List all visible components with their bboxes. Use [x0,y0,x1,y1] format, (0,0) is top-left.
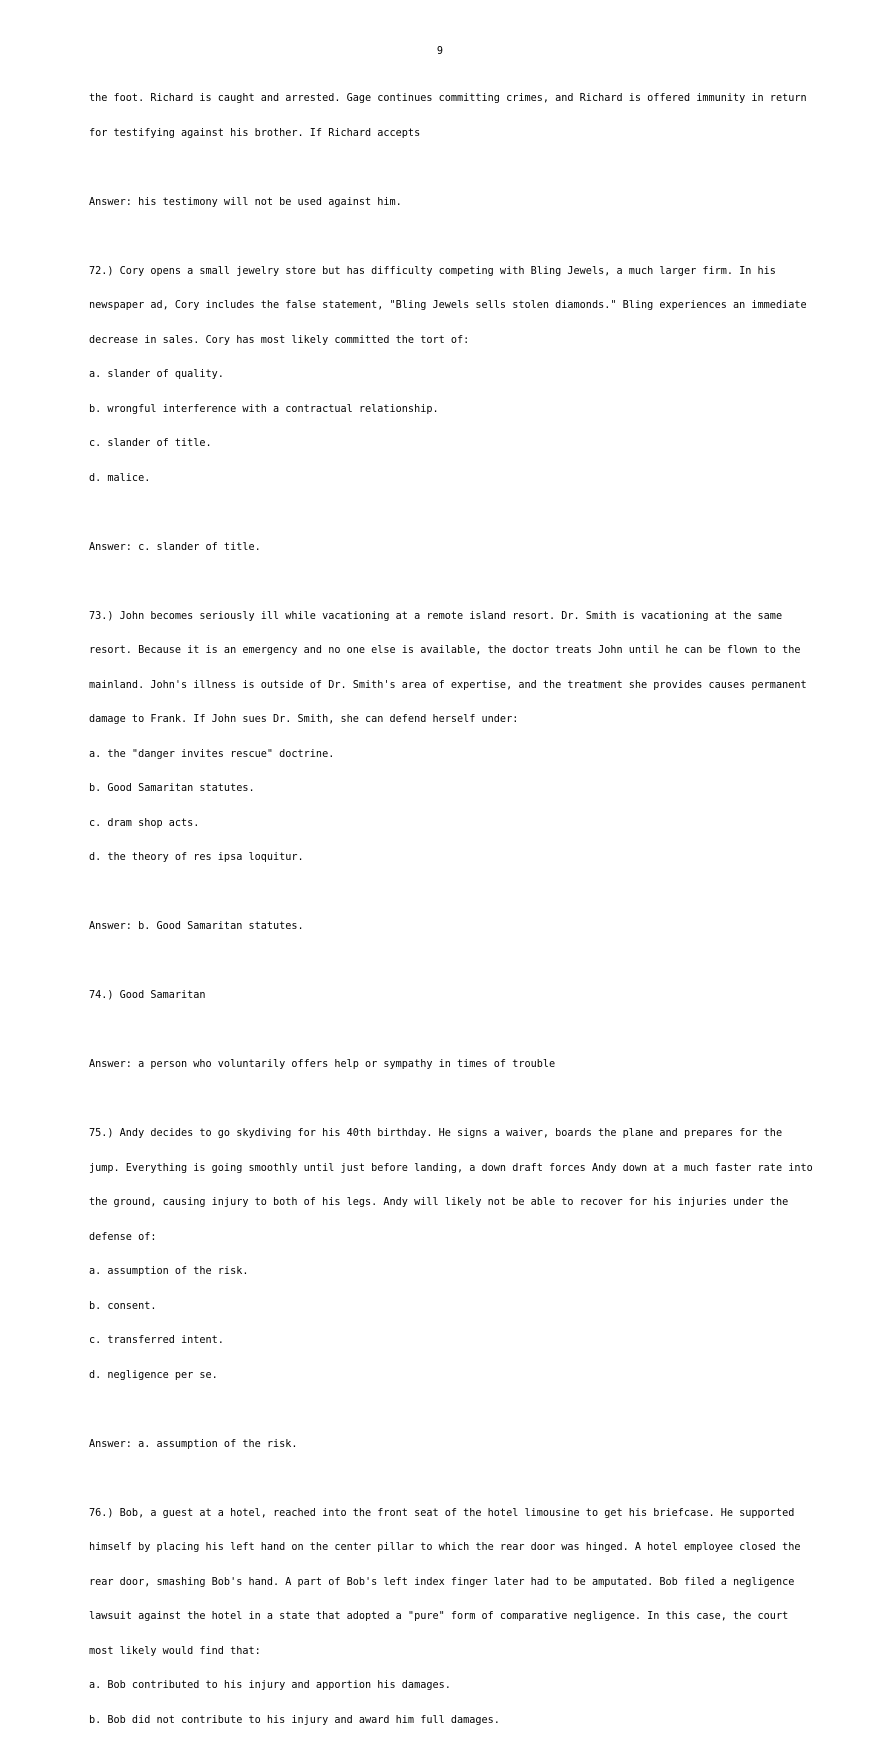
question-75 [89,1105,813,1404]
text-line: rear door, smashing Bob's hand. A part of Bob's left index finger later had to be amputated. Bob filed a negligence [89,1576,795,1588]
text-line: 73.) John becomes seriously ill while vacationing at a remote island resort. Dr. Smith is vacationing at the same [89,610,783,622]
text-line: for testifying against his brother. If Richard accepts [89,127,421,139]
option-line: b. consent. [89,1300,157,1312]
text-line: the foot. Richard is caught and arrested. Gage continues committing crimes, and Richard is offered immunity in return [89,93,807,104]
option-line: c. slander of title. [89,438,212,449]
answer-line: Answer: a. assumption of the risk. [89,1438,298,1450]
answer-paragraph [89,519,789,577]
option-line: d. the theory of res ipsa loquitur. [89,852,304,863]
text-line: decrease in sales. Cory has most likely committed the tort of: [89,334,470,346]
question-74 [89,967,789,1025]
text-line: mainland. John's illness is outside of Dr. Smith's area of expertise, and the treatment she provides causes permanent [89,679,807,691]
text-line: most likely would find that: [89,1645,261,1657]
document-body [89,70,813,1761]
option-line: a. the "danger invites rescue" doctrine. [89,748,335,760]
answer-line: Answer: c. slander of title. [89,541,261,553]
text-line: 75.) Andy decides to go skydiving for his 40th birthday. He signs a waiver, boards the plane and prepares for the [89,1128,783,1139]
option-line: a. Bob contributed to his injury and apportion his damages. [89,1680,451,1691]
page-number: 9 [436,46,444,57]
text-line: newspaper ad, Cory includes the false statement, "Bling Jewels sells stolen diamonds." Bling experiences an immediate [89,300,807,311]
option-line: a. assumption of the risk. [89,1266,249,1277]
text-line: 76.) Bob, a guest at a hotel, reached into the front seat of the hotel limousine to get his briefcase. He supported [89,1507,795,1519]
answer-line: Answer: his testimony will not be used against him. [89,196,402,208]
paragraph-continuation [89,70,807,162]
option-line: c. transferred intent. [89,1335,224,1346]
answer-paragraph [89,174,789,232]
text-line: jump. Everything is going smoothly until just before landing, a down draft forces Andy down at a much faster rate into [89,1162,813,1174]
option-line: d. negligence per se. [89,1369,218,1381]
answer-line: Answer: b. Good Samaritan statutes. [89,921,304,932]
question-76 [89,1485,801,1750]
question-73 [89,588,807,887]
option-line: d. malice. [89,472,151,484]
text-line: 74.) Good Samaritan [89,990,206,1001]
answer-paragraph [89,1036,789,1094]
text-line: the ground, causing injury to both of his legs. Andy will likely not be able to recover for his injuries under the [89,1197,789,1208]
option-line: b. Bob did not contribute to his injury and award him full damages. [89,1714,500,1726]
option-line: b. wrongful interference with a contractual relationship. [89,403,439,415]
text-line: defense of: [89,1231,157,1243]
option-line: b. Good Samaritan statutes. [89,783,255,794]
answer-paragraph [89,1416,789,1474]
question-72 [89,243,807,508]
answer-line: Answer: a person who voluntarily offers help or sympathy in times of trouble [89,1059,556,1070]
text-line: lawsuit against the hotel in a state that adopted a "pure" form of comparative negligence. In this case, the court [89,1611,789,1622]
text-line: damage to Frank. If John sues Dr. Smith, she can defend herself under: [89,714,519,725]
text-line: 72.) Cory opens a small jewelry store but has difficulty competing with Bling Jewels, a much larger firm. In his [89,265,776,277]
text-line: himself by placing his left hand on the center pillar to which the rear door was hinged. A hotel employee closed the [89,1542,801,1553]
text-line: resort. Because it is an emergency and no one else is available, the doctor treats John until he can be flown to the [89,645,801,656]
answer-paragraph [89,898,789,956]
option-line: c. dram shop acts. [89,817,200,829]
option-line: a. slander of quality. [89,369,224,380]
